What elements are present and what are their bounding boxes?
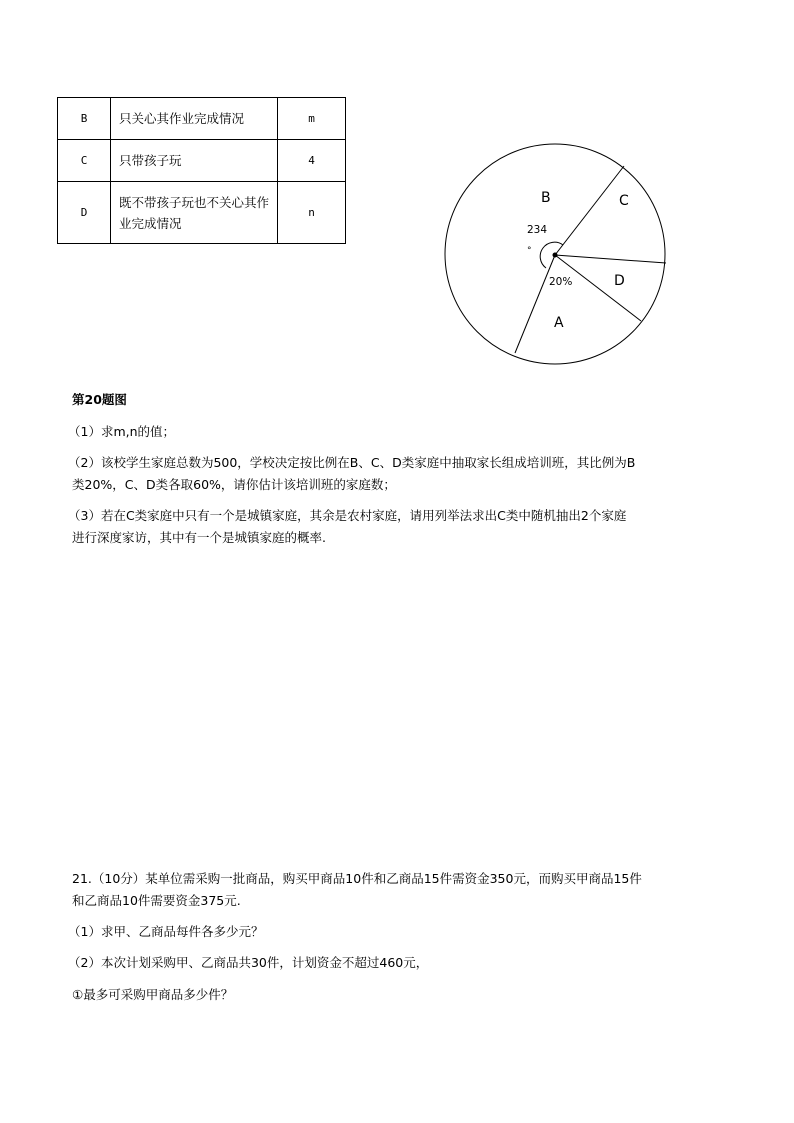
category-code: B: [58, 98, 111, 140]
pie-divider-d-a: [555, 255, 641, 321]
pie-label-c: C: [619, 193, 629, 209]
pie-label-a: A: [554, 315, 564, 331]
pie-label-b: B: [541, 190, 551, 206]
category-description: 只关心其作业完成情况: [111, 98, 278, 140]
q20-part1: （1）求m,n的值；: [68, 424, 176, 439]
angle-label: 234: [527, 224, 548, 236]
category-description: 只带孩子玩: [111, 140, 278, 182]
category-description: 既不带孩子玩也不关心其作业完成情况: [111, 182, 278, 244]
q21-part1: （1）求甲、乙商品每件各多少元？: [68, 924, 264, 939]
pie-chart: [0, 0, 794, 400]
q21-part2: （2）本次计划采购甲、乙商品共30件，计划资金不超过460元，: [68, 955, 429, 970]
category-count: 4: [278, 140, 346, 182]
q21-part2-sub1: ①最多可采购甲商品多少件？: [72, 987, 234, 1002]
pie-divider-c-d: [555, 255, 666, 263]
pie-divider-a-b: [515, 255, 555, 353]
percent-label: 20%: [549, 276, 573, 288]
q21-stem-line1: 21.（10分）某单位需采购一批商品，购买甲商品10件和乙商品15件需资金350元，而购买甲商品15件: [72, 871, 642, 886]
pie-label-d: D: [614, 273, 625, 289]
q20-part2-line2: 类20%，C、D类各取60%，请你估计该培训班的家庭数；: [72, 477, 396, 492]
q20-part3-line1: （3）若在C类家庭中只有一个是城镇家庭，其余是农村家庭，请用列举法求出C类中随机抽出2个家庭: [68, 508, 627, 523]
pie-divider-b-c: [555, 166, 624, 255]
pie-center: [553, 253, 558, 258]
degree-symbol: °: [527, 246, 532, 256]
figure-caption: 第20题图: [72, 392, 127, 407]
category-count: m: [278, 98, 346, 140]
q20-part2-line1: （2）该校学生家庭总数为500，学校决定按比例在B、C、D类家庭中抽取家长组成培训班，其比例为B: [68, 455, 636, 470]
q20-part3-line2: 进行深度家访，其中有一个是城镇家庭的概率.: [72, 530, 326, 545]
category-count: n: [278, 182, 346, 244]
category-code: C: [58, 140, 111, 182]
q21-stem-line2: 和乙商品10件需要资金375元.: [72, 893, 241, 908]
category-code: D: [58, 182, 111, 244]
